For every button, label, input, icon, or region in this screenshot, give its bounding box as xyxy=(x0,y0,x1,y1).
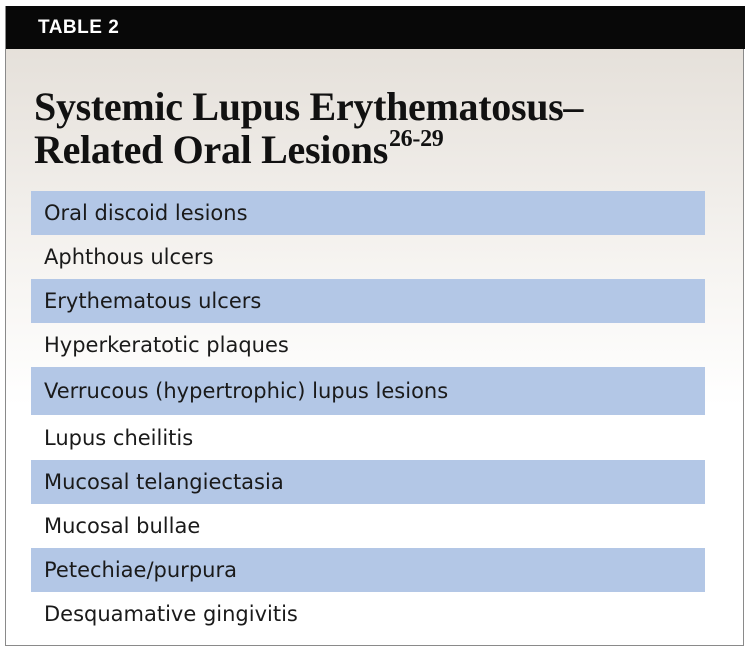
table-title-line1: Systemic Lupus Erythematosus– xyxy=(34,84,584,129)
table-row: Mucosal telangiectasia xyxy=(31,460,705,504)
table-row: Mucosal bullae xyxy=(44,514,201,538)
table-title xyxy=(34,85,583,178)
table-row: Desquamative gingivitis xyxy=(44,602,298,626)
table-title-references: 26-29 xyxy=(388,126,444,152)
table-card xyxy=(5,6,744,646)
table-row: Erythematous ulcers xyxy=(31,279,705,323)
table-header-bar xyxy=(6,6,745,49)
table-row: Lupus cheilitis xyxy=(44,426,194,450)
table-row: Verrucous (hypertrophic) lupus lesions xyxy=(31,367,705,415)
table-row: Petechiae/purpura xyxy=(31,548,705,592)
table-row: Aphthous ulcers xyxy=(44,245,214,269)
table-number-label: TABLE 2 xyxy=(38,17,120,38)
table-row: Oral discoid lesions xyxy=(31,191,705,235)
table-title-line2: Related Oral Lesions xyxy=(34,127,388,172)
table-row: Hyperkeratotic plaques xyxy=(44,333,289,357)
